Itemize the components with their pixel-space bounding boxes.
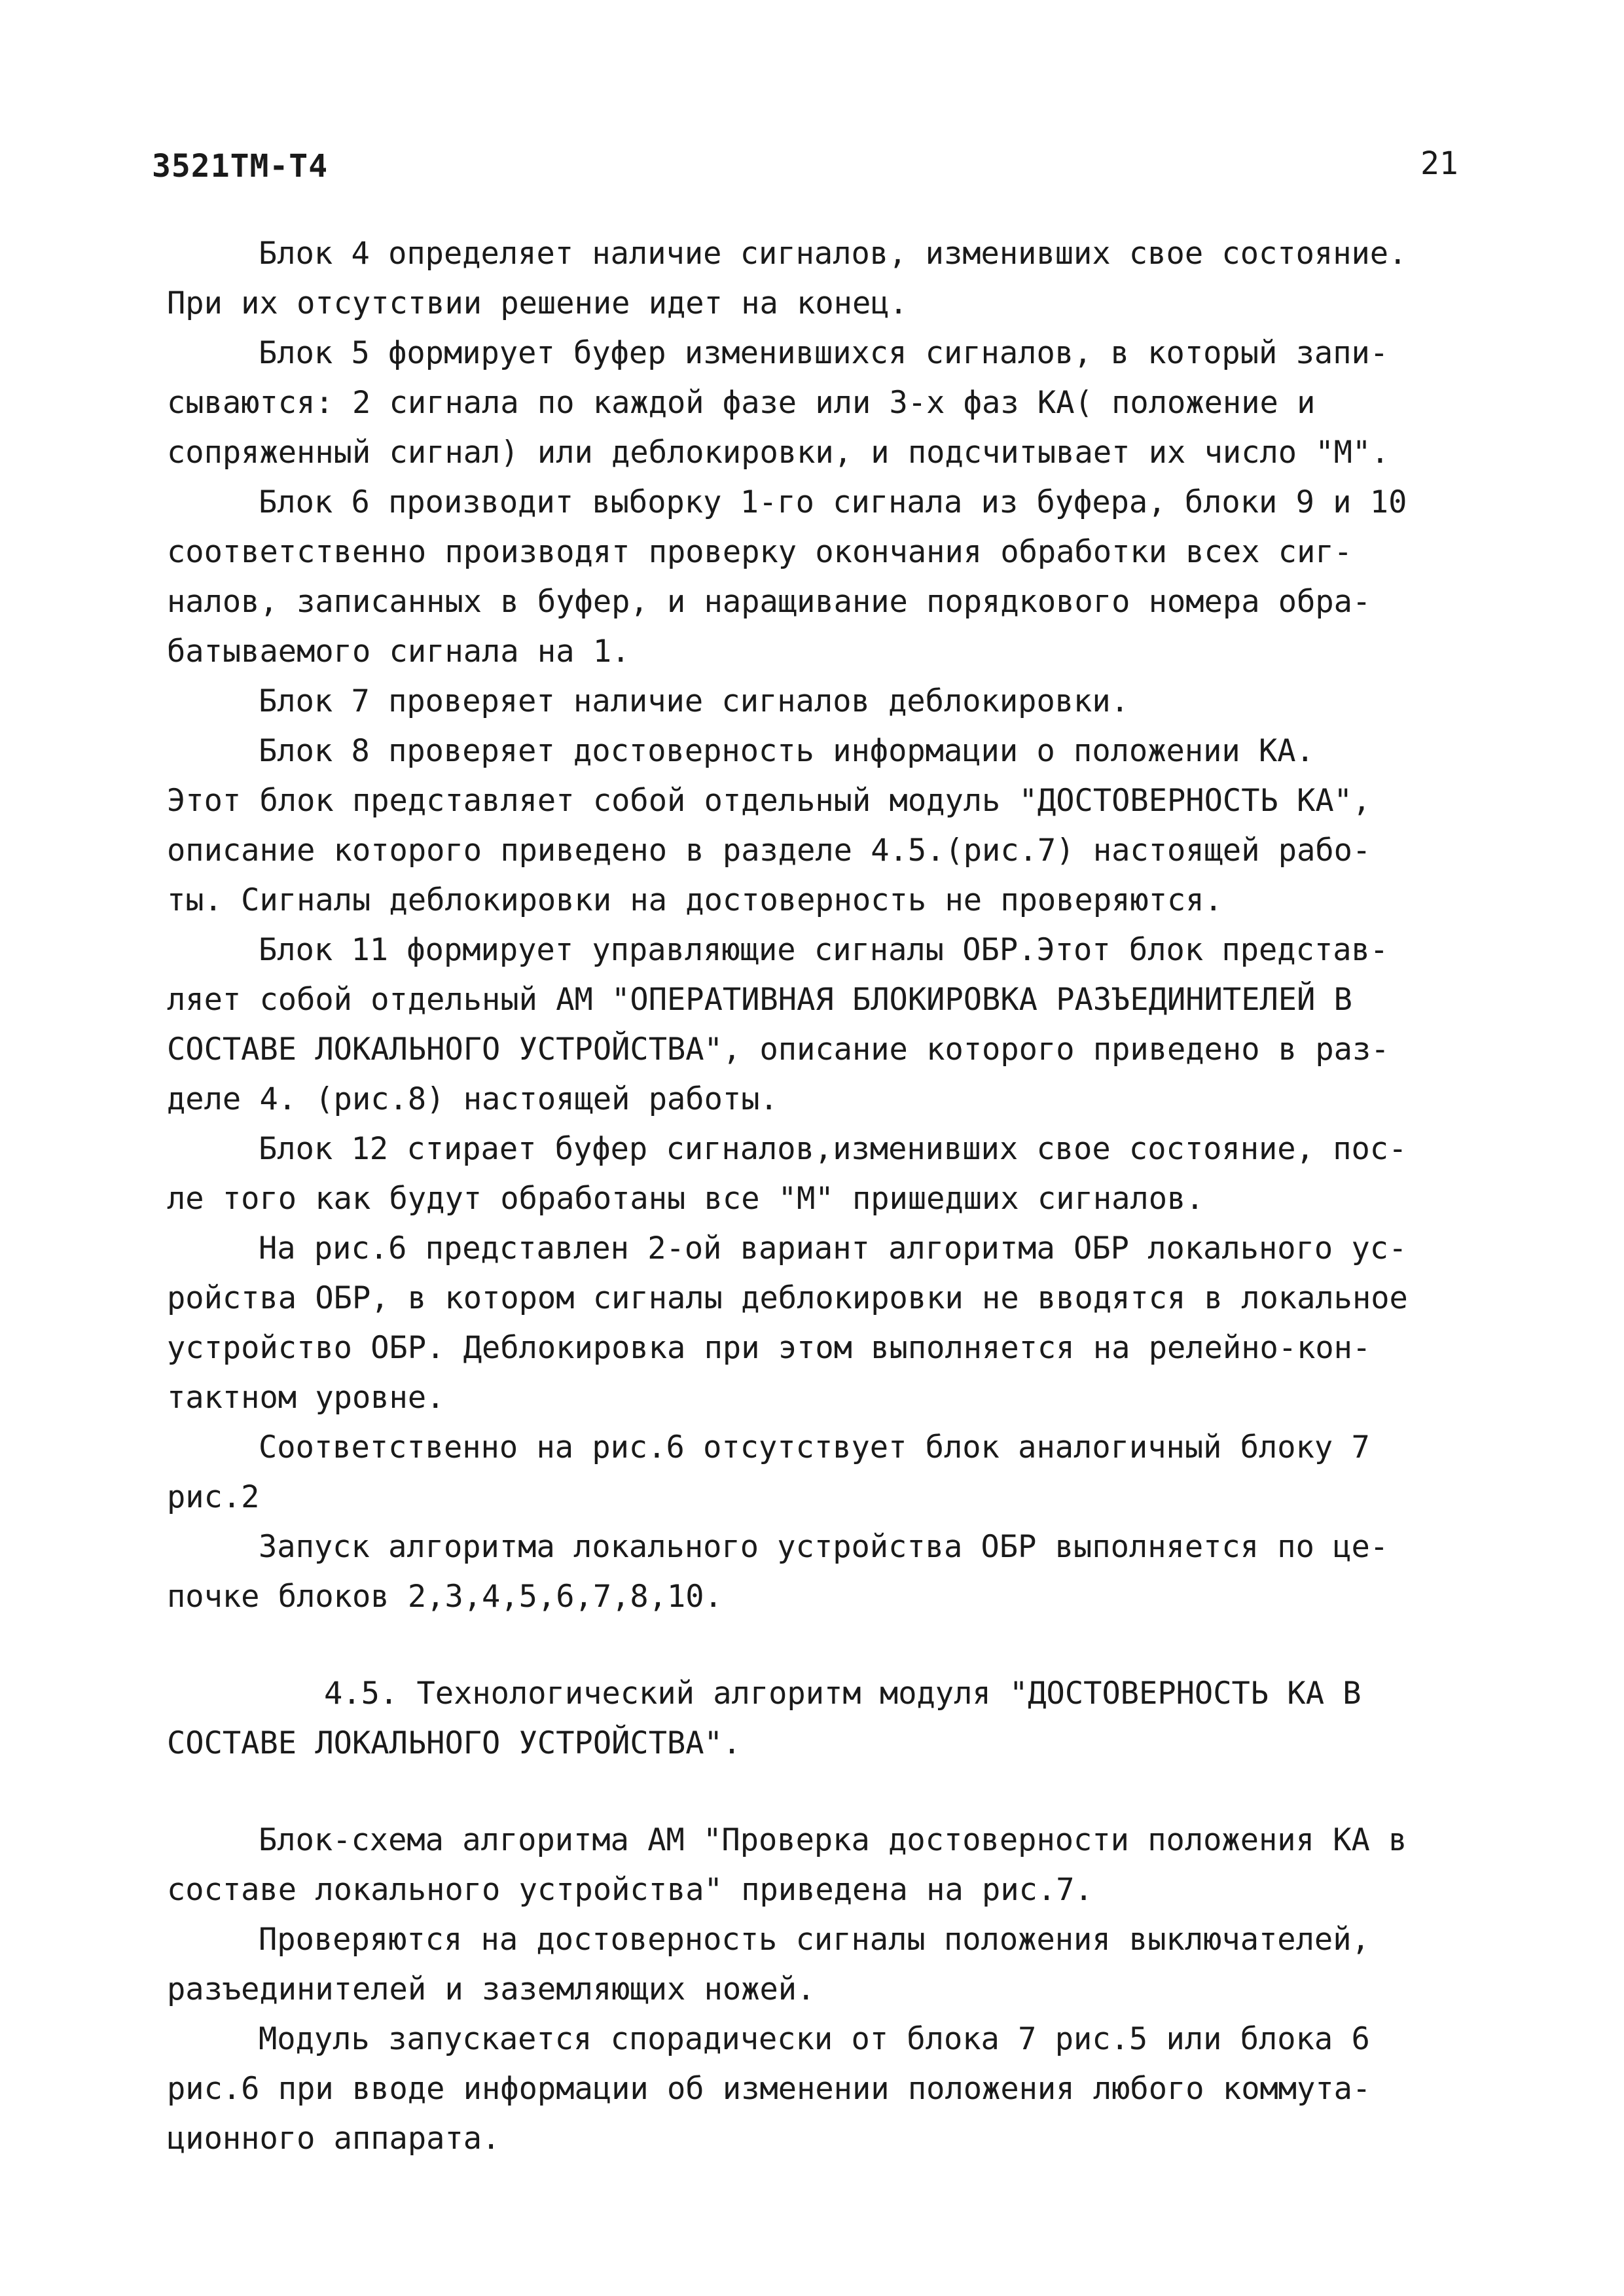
paragraph	[167, 677, 1470, 726]
heading-line: СОСТАВЕ ЛОКАЛЬНОГО УСТРОЙСТВА".	[167, 1725, 742, 1761]
body-text	[167, 229, 1470, 2164]
paragraph	[167, 1522, 1470, 1622]
text-line: тактном уровне.	[167, 1380, 445, 1416]
text-line: рис.2	[167, 1479, 260, 1515]
text-line: сопряженный сигнал) или деблокировки, и подсчитывает их число "М".	[167, 435, 1390, 471]
text-line: Блок 6 производит выборку 1-го сигнала из буфера, блоки 9 и 10	[259, 484, 1407, 520]
text-line: соответственно производят проверку окончания обработки всех сиг-	[167, 534, 1352, 570]
text-line: Блок 8 проверяет достоверность информации о положении КА.	[259, 733, 1314, 769]
text-line: Проверяются на достоверность сигналы положения выключателей,	[259, 1922, 1370, 1958]
text-line: Блок 7 проверяет наличие сигналов деблокировки.	[259, 683, 1129, 719]
spacer	[167, 1622, 1470, 1669]
text-line: СОСТАВЕ ЛОКАЛЬНОГО УСТРОЙСТВА", описание которого приведено в раз-	[167, 1031, 1390, 1067]
paragraph	[167, 726, 1470, 925]
paragraph	[167, 925, 1470, 1124]
paragraph	[167, 1816, 1470, 1915]
text-line: почке блоков 2,3,4,5,6,7,8,10.	[167, 1579, 723, 1615]
paragraph	[167, 478, 1470, 677]
text-line: рис.6 при вводе информации об изменении положения любого коммута-	[167, 2071, 1371, 2107]
paragraph	[167, 2015, 1470, 2164]
section-heading	[167, 1669, 1470, 1768]
text-line: описание которого приведено в разделе 4.5.(рис.7) настоящей рабо-	[167, 833, 1371, 869]
text-line: ционного аппарата.	[167, 2121, 501, 2157]
paragraph	[167, 329, 1470, 478]
text-line: ты. Сигналы деблокировки на достоверность не проверяются.	[167, 882, 1223, 918]
page-number: 21	[1420, 145, 1458, 182]
document-code: 3521ТМ-Т4	[152, 148, 329, 185]
text-line: Блок 5 формирует буфер изменившихся сигналов, в который запи-	[259, 335, 1389, 371]
text-line: При их отсутствии решение идет на конец.	[167, 285, 908, 321]
text-line: На рис.6 представлен 2-ой вариант алгоритма ОБР локального ус-	[259, 1230, 1407, 1266]
text-line: Блок 11 формирует управляющие сигналы ОБР.Этот блок представ-	[259, 932, 1389, 968]
text-line: Запуск алгоритма локального устройства ОБР выполняется по це-	[259, 1529, 1389, 1565]
text-line: разъединителей и заземляющих ножей.	[167, 1971, 816, 2007]
text-line: Соответственно на рис.6 отсутствует блок аналогичный блоку 7	[259, 1429, 1370, 1465]
paragraph	[167, 229, 1470, 329]
text-line: налов, записанных в буфер, и наращивание порядкового номера обра-	[167, 584, 1371, 620]
text-line: устройство ОБР. Деблокировка при этом выполняется на релейно-кон-	[167, 1330, 1371, 1366]
paragraph	[167, 1423, 1470, 1522]
text-line: Модуль запускается спорадически от блока 7 рис.5 или блока 6	[259, 2021, 1370, 2057]
spacer	[167, 1768, 1470, 1816]
text-line: Этот блок представляет собой отдельный модуль "ДОСТОВЕРНОСТЬ КА",	[167, 783, 1371, 819]
text-line: сываются: 2 сигнала по каждой фазе или 3-х фаз КА( положение и	[167, 385, 1316, 421]
heading-line: 4.5. Технологический алгоритм модуля "ДОСТОВЕРНОСТЬ КА В	[324, 1676, 1362, 1712]
text-line: батываемого сигнала на 1.	[167, 634, 630, 670]
text-line: Блок-схема алгоритма АМ "Проверка достоверности положения КА в	[259, 1822, 1407, 1858]
text-line: составе локального устройства" приведена на рис.7.	[167, 1872, 1093, 1908]
text-line: ройства ОБР, в котором сигналы деблокировки не вводятся в локальное	[167, 1280, 1408, 1316]
text-line: Блок 4 определяет наличие сигналов, изменивших свое состояние.	[259, 236, 1407, 272]
paragraph	[167, 1224, 1470, 1423]
text-line: ляет собой отдельный АМ "ОПЕРАТИВНАЯ БЛОКИРОВКА РАЗЪЕДИНИТЕЛЕЙ В	[167, 982, 1352, 1018]
text-line: Блок 12 стирает буфер сигналов,изменивших свое состояние, пос-	[259, 1131, 1407, 1167]
paragraph	[167, 1915, 1470, 2015]
text-line: деле 4. (рис.8) настоящей работы.	[167, 1081, 778, 1117]
text-line: ле того как будут обработаны все "М" пришедших сигналов.	[167, 1181, 1204, 1217]
paragraph	[167, 1124, 1470, 1224]
